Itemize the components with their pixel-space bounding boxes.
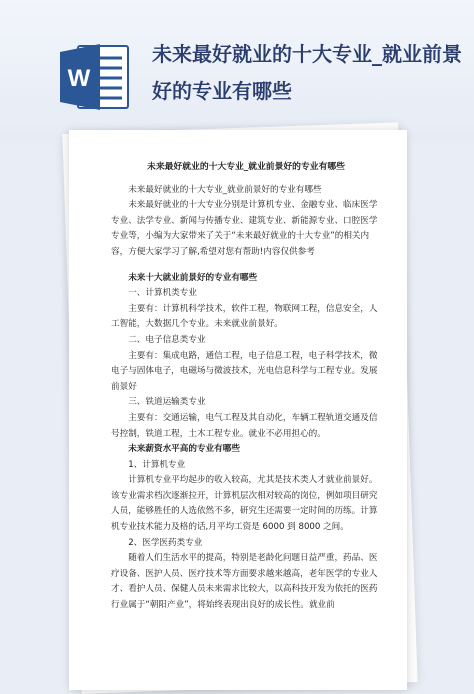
document-title: 未来最好就业的十大专业_就业前景好的专业有哪些 [147, 162, 345, 172]
svg-text:W: W [67, 65, 91, 92]
list-heading: 1、计算机专业 [128, 459, 186, 470]
list-heading: 2、医学医药类专业 [128, 537, 203, 548]
document-subtitle: 未来最好就业的十大专业_就业前景好的专业有哪些 [128, 184, 322, 195]
list-paragraph: 主要有：计算机科学技术，软件工程，物联网工程，信息安全，人工智能，大数据几个专业。未来就业前景好。 [111, 303, 378, 330]
intro-paragraph: 未来最好就业的十大专业分别是计算机专业、金融专业、临床医学专业、法学专业、新闻与传播专业、建筑专业、新能源专业、口腔医学专业等，小编为大家带来了关于“未来最好就业的十大专业”的相关内容，方便大家学习了解,希望对您有帮助!内容仅供参考 [111, 200, 378, 257]
section-heading: 未来薪资水平高的专业有哪些 [128, 444, 240, 455]
list-heading: 三、铁道运输类专业 [128, 397, 206, 408]
section-heading: 未来十大就业前景好的专业有哪些 [128, 272, 258, 283]
list-paragraph: 计算机专业平均起步的收入较高，尤其是技术类人才就业前景好。该专业需求档次逐渐拉开，计算机层次相对较高的岗位，例如项目研究人员，能够胜任的人选依然不多，研究生还需要一定时间的历练。计算机专业技术能力及格的话,月平均工资是 6000 到 8000 之间。 [111, 475, 378, 533]
page-title: 未来最好就业的十大专业_就业前景好的专业有哪些 [152, 42, 462, 103]
list-heading: 一、计算机类专业 [128, 288, 197, 299]
list-paragraph: 主要有：交通运输，电气工程及其自动化，车辆工程轨道交通及信号控制，铁道工程，土木工程专业。就业不必用担心的。 [111, 412, 378, 439]
document-content [111, 160, 381, 614]
list-paragraph: 主要有：集成电路，通信工程，电子信息工程，电子科学技术，微电子与固体电子，电磁场与微波技术，光电信息科学与工程专业。发展前景好 [111, 350, 378, 392]
list-paragraph: 随着人们生活水平的提高，特别是老龄化问题日益严重，药品、医疗设备、医护人员、医疗技术等方面要求越来越高，老年医学的专业人才、看护人员、保健人员未来需求比较大，以高科技开发为依托的医药行业属于“朝阳产业”，将始终表现出良好的成长性。就业前 [111, 553, 378, 611]
word-icon [58, 40, 132, 114]
list-heading: 二、电子信息类专业 [128, 334, 206, 345]
